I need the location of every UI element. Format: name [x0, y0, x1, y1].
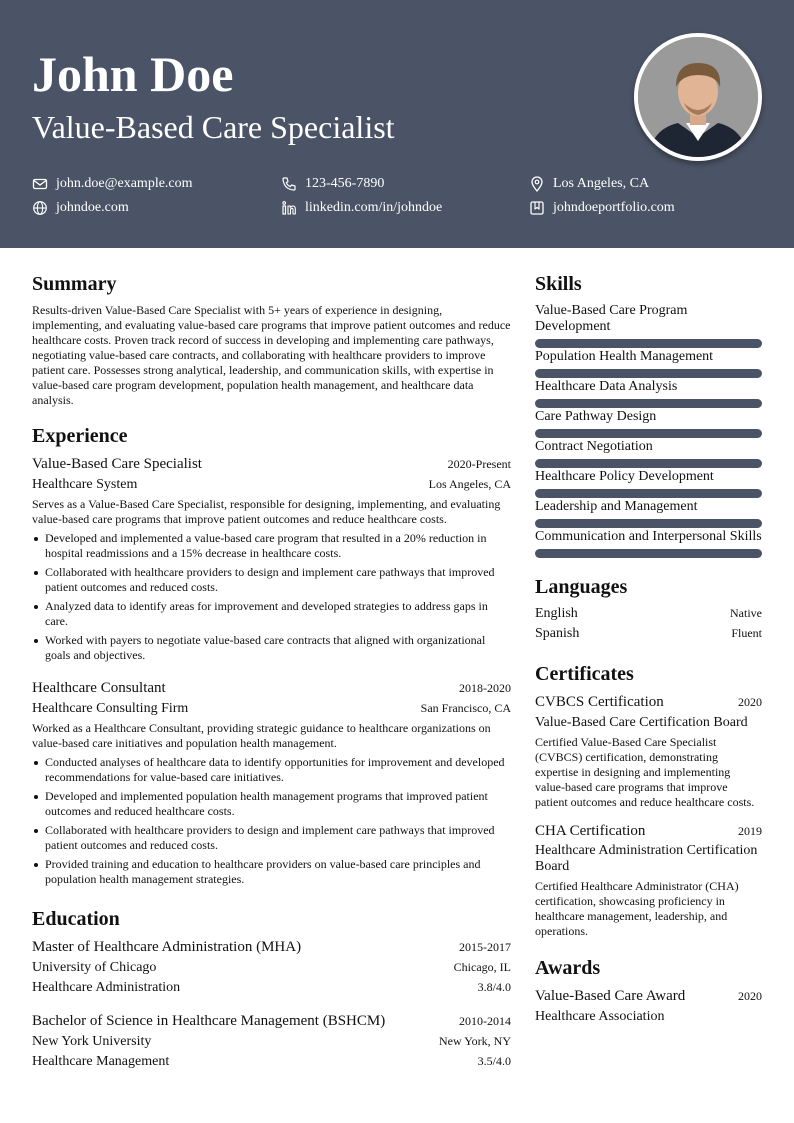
award-item: [535, 987, 762, 1027]
skill-bar: [535, 369, 762, 378]
contact-portfolio[interactable]: [529, 199, 675, 217]
job-company: Healthcare System: [32, 477, 138, 492]
candidate-title: Value-Based Care Specialist: [32, 109, 395, 145]
cert-name: CVBCS Certification: [535, 694, 664, 710]
cert-issuer: Value-Based Care Certification Board: [535, 715, 748, 730]
skill-label: Leadership and Management: [535, 499, 698, 514]
globe-icon: [32, 200, 48, 216]
contact-location-text: Los Angeles, CA: [553, 176, 650, 191]
skill-label: Healthcare Data Analysis: [535, 379, 678, 394]
job-bullet: Developed and implemented a value-based care program that resulted in a 20% reduction in hospital readmissions and a 15% decrease in healthcare costs.: [32, 531, 511, 561]
award-issuer: Healthcare Association: [535, 1009, 665, 1024]
skill-item: [535, 439, 762, 455]
edu-field: Healthcare Administration: [32, 980, 181, 995]
contact-linkedin[interactable]: [281, 199, 442, 217]
job-bullet: Collaborated with healthcare providers to design and implement care pathways that improved patient outcomes and reduced costs.: [32, 565, 511, 595]
contact-website[interactable]: [32, 199, 129, 217]
language-level: Native: [730, 606, 762, 620]
job-dates: 2018-2020: [459, 681, 511, 695]
contact-phone[interactable]: [281, 175, 384, 193]
edu-location: New York, NY: [438, 1034, 511, 1048]
contact-linkedin-text: linkedin.com/in/johndoe: [305, 200, 443, 215]
education-item: [32, 1012, 511, 1072]
resume-header: [0, 0, 794, 248]
linkedin-icon: [281, 200, 297, 216]
contact-email[interactable]: [32, 175, 193, 193]
skill-item: [535, 529, 762, 545]
skill-item: [535, 409, 762, 425]
experience-item: [32, 679, 511, 889]
certificate-item: [535, 822, 762, 942]
contact-email-text: john.doe@example.com: [56, 176, 193, 191]
job-description: Worked as a Healthcare Consultant, providing strategic guidance to healthcare organizations on value-based care initiatives and population health management.: [32, 721, 491, 750]
phone-icon: [281, 176, 297, 192]
summary-heading: Summary: [32, 273, 117, 295]
cert-description: Certified Healthcare Administrator (CHA) certification, showcasing proficiency in healthcare management, leadership, and operations.: [535, 879, 739, 938]
job-bullet: Analyzed data to identify areas for improvement and developed strategies to address gaps in care.: [32, 599, 511, 629]
location-pin-icon: [529, 176, 545, 192]
edu-school: University of Chicago: [32, 960, 157, 975]
skill-bar: [535, 459, 762, 468]
job-location: San Francisco, CA: [420, 701, 511, 715]
job-role: Healthcare Consultant: [32, 680, 166, 696]
edu-degree: Bachelor of Science in Healthcare Management (BSHCM): [32, 1013, 386, 1029]
edu-dates: 2010-2014: [459, 1014, 511, 1028]
skill-item: [535, 349, 762, 365]
envelope-icon: [32, 176, 48, 192]
edu-gpa: 3.8/4.0: [477, 980, 511, 994]
education-item: [32, 938, 511, 998]
portfolio-icon: [529, 200, 545, 216]
job-bullet: Developed and implemented population health management programs that improved patient outcomes and reduced healthcare costs.: [32, 789, 511, 819]
edu-school: New York University: [32, 1034, 152, 1049]
job-company: Healthcare Consulting Firm: [32, 701, 189, 716]
job-description: Serves as a Value-Based Care Specialist, responsible for designing, implementing, and evaluating value-based care programs that improve patient outcomes and reduce healthcare costs.: [32, 497, 501, 526]
cert-issuer: Healthcare Administration Certification Board: [535, 843, 758, 874]
edu-field: Healthcare Management: [32, 1054, 170, 1069]
skill-item: [535, 303, 762, 335]
cert-name: CHA Certification: [535, 823, 646, 839]
cert-year: 2020: [738, 695, 762, 709]
skills-list: [535, 303, 762, 563]
award-year: 2020: [738, 989, 762, 1003]
skill-bar: [535, 339, 762, 348]
skill-label: Communication and Interpersonal Skills: [535, 529, 762, 544]
job-bullets: [32, 755, 511, 891]
edu-dates: 2015-2017: [459, 940, 511, 954]
job-location: Los Angeles, CA: [428, 477, 511, 491]
awards-heading: Awards: [535, 957, 601, 979]
languages-list: [535, 605, 762, 645]
skill-bar: [535, 519, 762, 528]
education-heading: Education: [32, 908, 120, 930]
language-level: Fluent: [731, 626, 762, 640]
cert-description: Certified Value-Based Care Specialist (CVBCS) certification, demonstrating expertise in designing and implementing value-based care programs that improve patient outcomes and reduce healthcare costs.: [535, 735, 755, 809]
skill-item: [535, 499, 762, 515]
certificates-heading: Certificates: [535, 663, 634, 685]
edu-degree: Master of Healthcare Administration (MHA): [32, 939, 302, 955]
skill-label: Care Pathway Design: [535, 409, 657, 424]
job-bullets: [32, 531, 511, 667]
skill-item: [535, 469, 762, 485]
languages-heading: Languages: [535, 576, 628, 598]
job-bullet: Worked with payers to negotiate value-based care contracts that aligned with organizational goals and objectives.: [32, 633, 511, 663]
language-name: English: [535, 606, 578, 621]
contact-phone-text: 123-456-7890: [305, 176, 385, 191]
skill-label: Population Health Management: [535, 349, 714, 364]
job-role: Value-Based Care Specialist: [32, 456, 202, 472]
profile-photo: [634, 33, 762, 161]
skill-label: Contract Negotiation: [535, 439, 653, 454]
language-name: Spanish: [535, 626, 580, 641]
skill-bar: [535, 549, 762, 558]
skills-heading: Skills: [535, 273, 582, 295]
edu-gpa: 3.5/4.0: [477, 1054, 511, 1068]
job-bullet: Collaborated with healthcare providers to design and implement care pathways that improved patient outcomes and reduced costs.: [32, 823, 511, 853]
skill-label: Healthcare Policy Development: [535, 469, 714, 484]
job-dates: 2020-Present: [447, 457, 511, 471]
experience-item: [32, 455, 511, 665]
skill-item: [535, 379, 762, 395]
experience-heading: Experience: [32, 425, 128, 447]
contact-location: [529, 175, 649, 193]
edu-location: Chicago, IL: [453, 960, 511, 974]
cert-year: 2019: [738, 824, 762, 838]
contact-portfolio-text: johndoeportfolio.com: [553, 200, 675, 215]
award-name: Value-Based Care Award: [535, 988, 686, 1004]
job-bullet: Conducted analyses of healthcare data to identify opportunities for improvement and developed recommendations for value-based care initiatives.: [32, 755, 511, 785]
summary-text: Results-driven Value-Based Care Specialist with 5+ years of experience in designing, implementing, and evaluating value-based care programs that improve patient outcomes and reduce healthcare costs. Proven track record of success in developing and implementing care pathways, negotiating value-based care contracts, and collaborating with healthcare providers to improve patient care. Possesses strong analytical, leadership, and communication skills, with expertise in value-based care program development, population health management, and healthcare data analysis.: [32, 303, 511, 407]
skill-label: Value-Based Care Program Development: [535, 303, 688, 334]
contact-website-text: johndoe.com: [56, 200, 129, 215]
skill-bar: [535, 399, 762, 408]
certificate-item: [535, 693, 762, 813]
candidate-name: John Doe: [32, 46, 234, 102]
job-bullet: Provided training and education to healthcare providers on value-based care principles and population health management strategies.: [32, 857, 511, 887]
skill-bar: [535, 429, 762, 438]
skill-bar: [535, 489, 762, 498]
